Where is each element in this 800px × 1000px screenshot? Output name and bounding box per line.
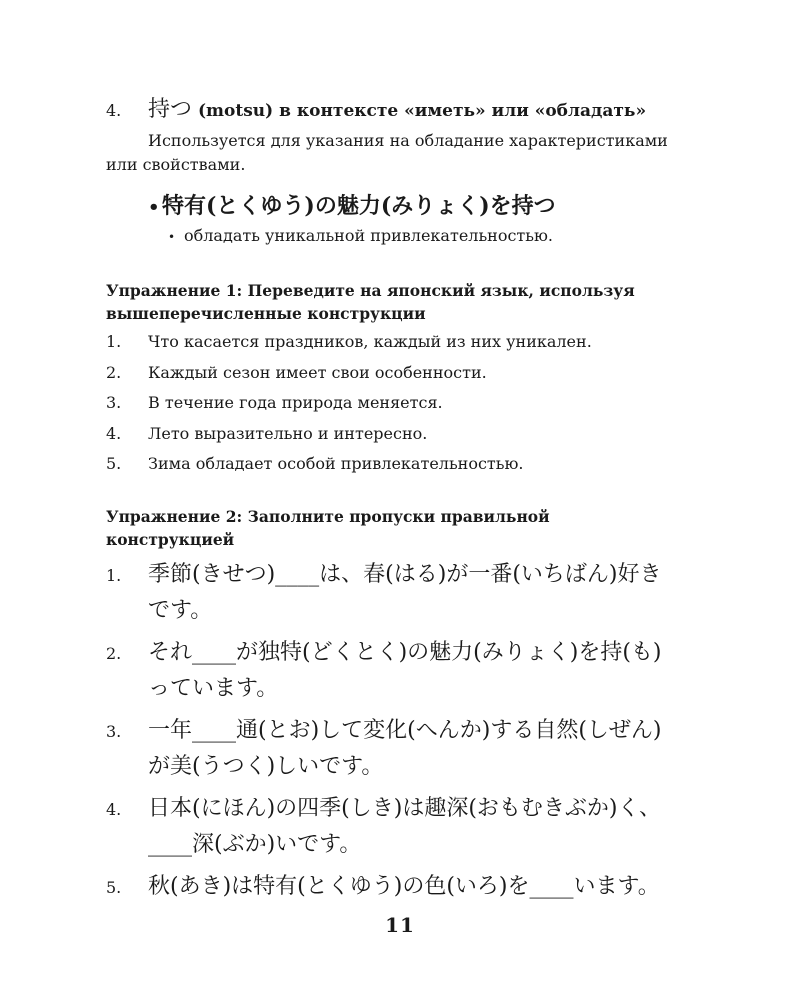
list-item: 4. Лето выразительно и интересно. [106, 423, 428, 443]
example-ru-item [168, 226, 671, 245]
list-item: 1. 季節(きせつ)____は、春(はる)が一番(いちばん)好きです。 [106, 562, 662, 623]
bullet-dot-icon: • [168, 230, 176, 244]
example-jp-text: 特有(とくゆう)の魅力(みりょく)を持つ [162, 193, 556, 219]
section-number: 4. [106, 101, 122, 120]
list-item: 4. 日本(にほん)の四季(しき)は趣深(おもむきぶか)く、____深(ぶか)いです。 [106, 796, 662, 857]
example-jp-item [148, 189, 671, 220]
list-item: 3. В течение года природа меняется. [106, 393, 443, 412]
exercise-2-title: Упражнение 2: Заполните пропуски правильной конструкцией [106, 507, 550, 549]
section-title: (motsu) в контексте «иметь» или «обладать» [198, 101, 647, 121]
page-number: 11 [385, 913, 415, 937]
section-4-heading [106, 92, 671, 123]
section-kanji: 持つ [148, 97, 193, 122]
list-item: 3. 一年____通(とお)して変化(へんか)する自然(しぜん)が美(うつく)しいです。 [106, 718, 662, 779]
list-item: 1. Что касается праздников, каждый из них уникален. [106, 332, 592, 351]
page-content [106, 92, 671, 912]
example-ru-text: обладать уникальной привлекательностью. [184, 226, 553, 245]
list-item: 2. Каждый сезон имеет свои особенности. [106, 362, 487, 382]
list-item: 5. Зима обладает особой привлекательностью. [106, 454, 524, 473]
exercise-1-list [106, 331, 671, 475]
bullet-dot-icon: • [148, 197, 160, 218]
list-item: 2. それ____が独特(どくとく)の魅力(みりょく)を持(も)っています。 [106, 640, 662, 701]
exercise-2-list [106, 557, 671, 906]
exercise-1-title: Упражнение 1: Переведите на японский язык, используя вышеперечисленные конструкции [106, 281, 635, 323]
list-item: 5. 秋(あき)は特有(とくゆう)の色(いろ)を____います。 [106, 874, 660, 899]
section-description: Используется для указания на обладание характеристиками или свойствами. [106, 131, 668, 174]
